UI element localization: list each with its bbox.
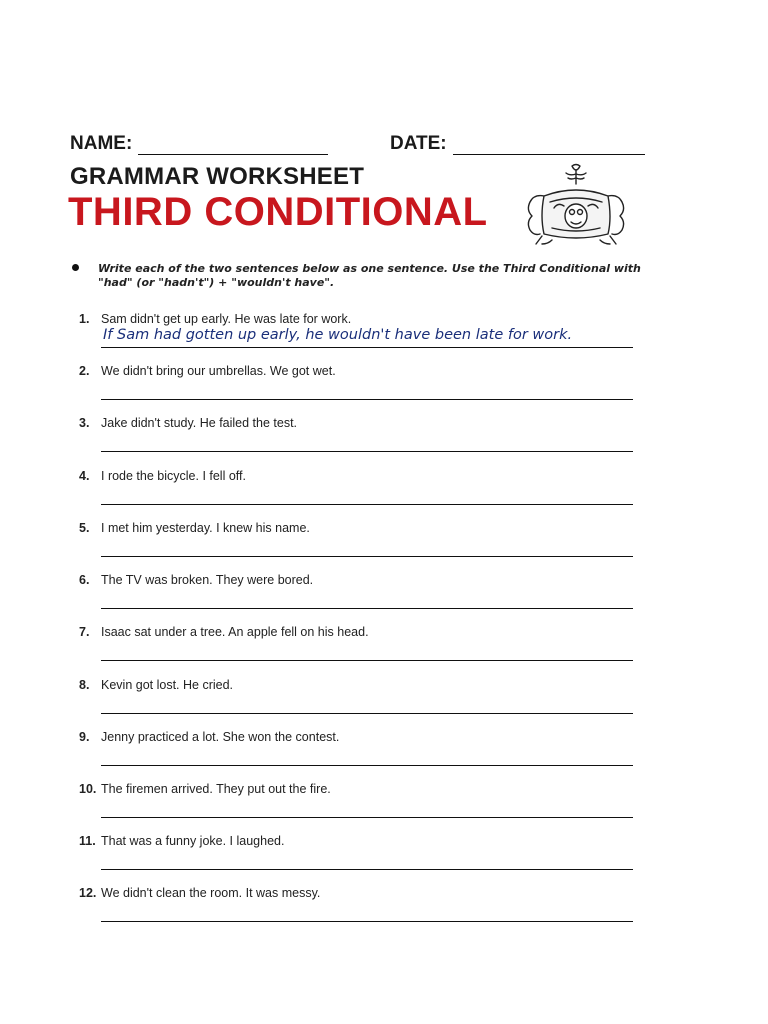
- question-item: [79, 730, 639, 782]
- question-text: The firemen arrived. They put out the fire.: [101, 782, 331, 796]
- question-item: [79, 782, 639, 834]
- question-text: Jenny practiced a lot. She won the contest.: [101, 730, 340, 744]
- answer-line[interactable]: [101, 817, 633, 818]
- question-item: [79, 469, 639, 521]
- question-number: 2.: [79, 364, 90, 378]
- question-item: [79, 886, 639, 938]
- bullet-icon: [72, 264, 79, 271]
- answer-line[interactable]: [101, 921, 633, 922]
- question-number: 9.: [79, 730, 90, 744]
- question-text: Jake didn't study. He failed the test.: [101, 416, 298, 430]
- question-text: We didn't clean the room. It was messy.: [101, 886, 321, 900]
- question-text: That was a funny joke. I laughed.: [101, 834, 285, 848]
- date-label: DATE:: [390, 133, 447, 154]
- question-item: [79, 521, 639, 573]
- question-item: [79, 678, 639, 730]
- question-text: Sam didn't get up early. He was late for work.: [101, 312, 352, 326]
- answer-line[interactable]: [101, 713, 633, 714]
- answer-line[interactable]: [101, 556, 633, 557]
- question-number: 3.: [79, 416, 90, 430]
- question-text: We didn't bring our umbrellas. We got wet.: [101, 364, 336, 378]
- question-text: Kevin got lost. He cried.: [101, 678, 234, 692]
- answer-line[interactable]: [101, 347, 633, 348]
- question-item: [79, 312, 639, 364]
- answer-line[interactable]: [101, 869, 633, 870]
- date-field: [390, 133, 645, 155]
- date-blank[interactable]: [453, 136, 645, 155]
- question-text: I met him yesterday. I knew his name.: [101, 521, 310, 535]
- question-number: 10.: [79, 782, 97, 796]
- question-text: The TV was broken. They were bored.: [101, 573, 314, 587]
- answer-text: If Sam had gotten up early, he wouldn't have been late for work.: [103, 327, 573, 343]
- worksheet-topic: THIRD CONDITIONAL: [68, 190, 488, 234]
- answer-line[interactable]: [101, 399, 633, 400]
- answer-line[interactable]: [101, 451, 633, 452]
- name-blank[interactable]: [138, 136, 328, 155]
- question-item: [79, 573, 639, 625]
- name-field: [70, 133, 328, 155]
- question-number: 4.: [79, 469, 90, 483]
- name-label: NAME:: [70, 133, 133, 154]
- question-number: 8.: [79, 678, 90, 692]
- question-item: [79, 834, 639, 886]
- question-item: [79, 364, 639, 416]
- question-number: 6.: [79, 573, 90, 587]
- cartoon-pillow-character-icon: [522, 162, 626, 248]
- instructions-text: Write each of the two sentences below as one sentence. Use the Third Conditional with "had" (or "hadn't") + "wouldn't have".: [98, 262, 641, 289]
- question-number: 11.: [79, 834, 96, 848]
- question-number: 12.: [79, 886, 97, 900]
- question-number: 7.: [79, 625, 90, 639]
- question-number: 1.: [79, 312, 90, 326]
- answer-line[interactable]: [101, 660, 633, 661]
- worksheet-title: GRAMMAR WORKSHEET: [70, 163, 365, 190]
- question-item: [79, 625, 639, 677]
- question-text: I rode the bicycle. I fell off.: [101, 469, 246, 483]
- answer-line[interactable]: [101, 608, 633, 609]
- answer-line[interactable]: [101, 504, 633, 505]
- question-text: Isaac sat under a tree. An apple fell on his head.: [101, 625, 369, 639]
- question-number: 5.: [79, 521, 90, 535]
- question-item: [79, 416, 639, 468]
- header-fields: [70, 133, 650, 159]
- answer-line[interactable]: [101, 765, 633, 766]
